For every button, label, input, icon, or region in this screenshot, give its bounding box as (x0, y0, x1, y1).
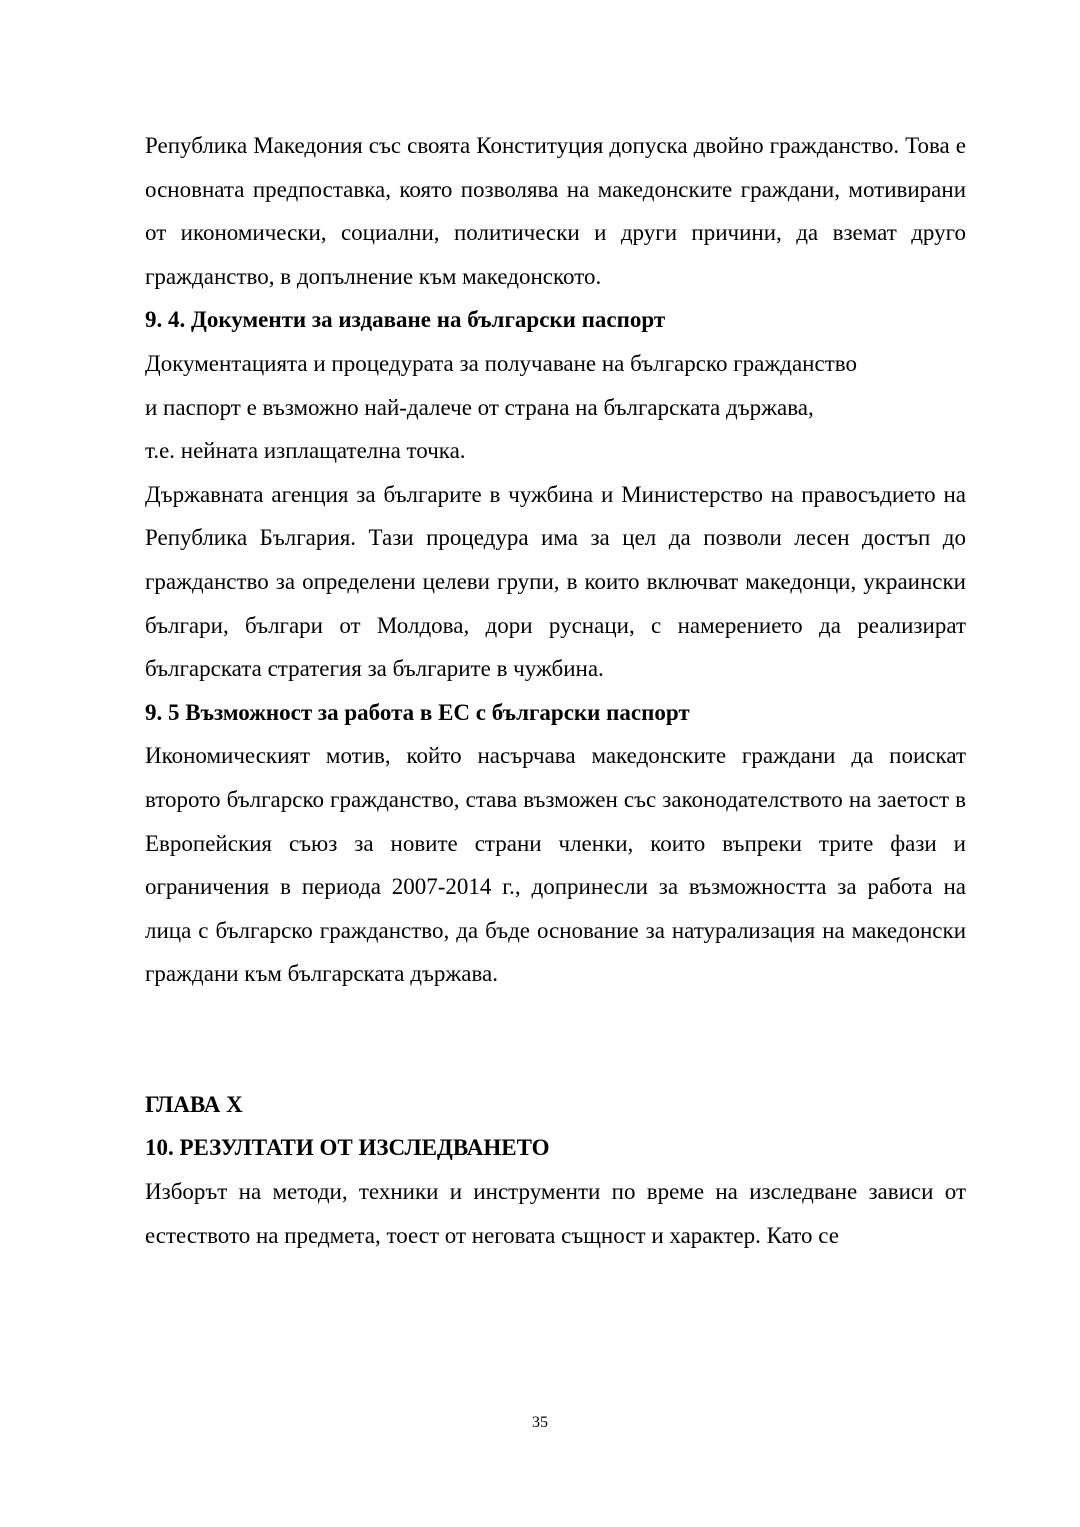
document-page (145, 124, 966, 1257)
paragraph-documentation-line-2: и паспорт е възможно най-далече от страна на българската държава, (145, 394, 814, 420)
paragraph-documentation-line-1: Документацията и процедурата за получаване на българско гражданство (145, 350, 857, 376)
section-spacer (145, 996, 966, 1083)
heading-9-5: 9. 5 Възможност за работа в ЕС с български паспорт (145, 699, 690, 725)
chapter-title: ГЛАВА X (145, 1091, 243, 1117)
paragraph-state-agency: Държавната агенция за българите в чужбина и Министерство на правосъдието на Република България. Тази процедура има за цел да позволи лесен достъп до гражданство за определени целеви групи, в които включват македонци, украински българи, българи от Молдова, дори руснаци, с намерението да реализират българската стратегия за българите в чужбина. (145, 481, 966, 682)
paragraph-economic-motive: Икономическият мотив, който насърчава македонските граждани да поискат второто българско гражданство, става възможен със законодателството на заетост в Европейския съюз за новите страни членки, които въпреки трите фази и ограничения в периода 2007-2014 г., допринесли за възможността за работа на лица с българско гражданство, да бъде основание за натурализация на македонски граждани към българската държава. (145, 743, 966, 987)
page-number: 35 (532, 1414, 548, 1431)
paragraph-methods: Изборът на методи, техники и инструменти по време на изследване зависи от естеството на предмета, тоест от неговата същност и характер. Като се (145, 1179, 966, 1248)
heading-9-4: 9. 4. Документи за издаване на български паспорт (145, 307, 666, 333)
heading-10: 10. РЕЗУЛТАТИ ОТ ИЗСЛЕДВАНЕТО (145, 1135, 550, 1161)
paragraph-dual-citizenship: Република Македония със своята Конституция допуска двойно гражданство. Това е основната предпоставка, която позволява на македонските граждани, мотивирани от икономически, социални, политически и други причини, да вземат друго гражданство, в допълнение към македонското. (145, 133, 966, 289)
paragraph-documentation-line-3: т.е. нейната изплащателна точка. (145, 438, 466, 464)
